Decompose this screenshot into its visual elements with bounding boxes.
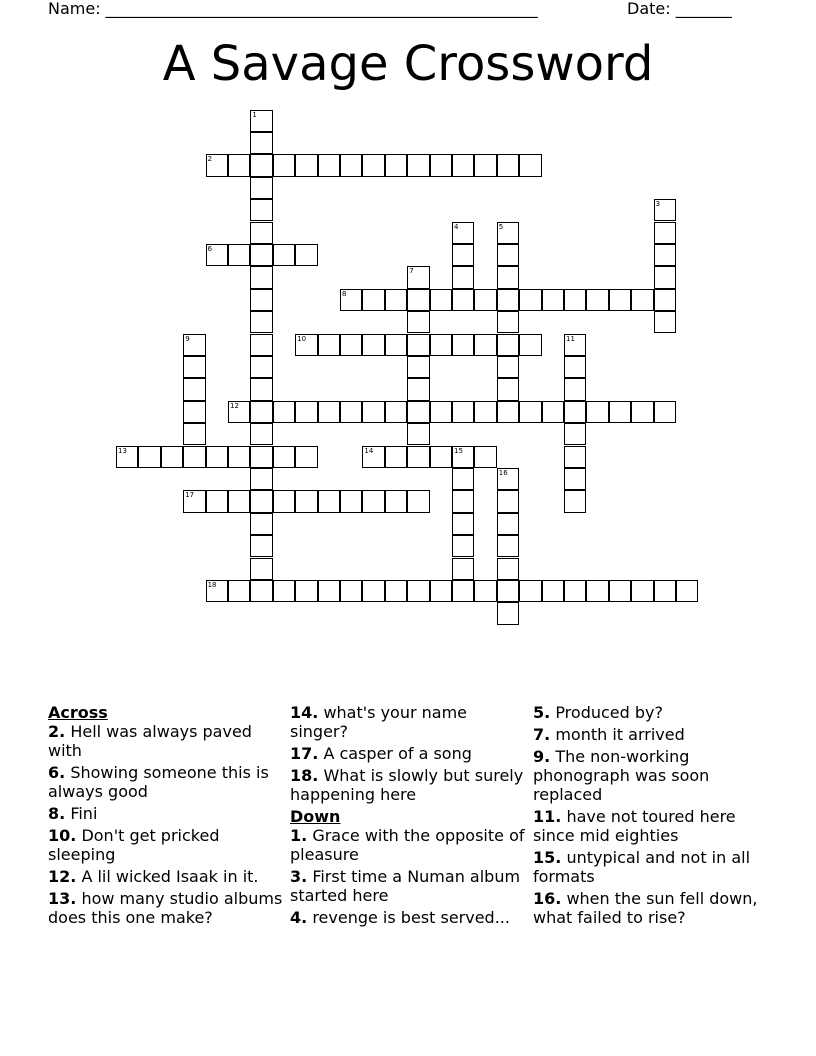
grid-cell[interactable]: [273, 490, 295, 512]
page-title: A Savage Crossword: [162, 36, 654, 92]
grid-cell[interactable]: [497, 401, 519, 423]
grid-cell[interactable]: [564, 334, 586, 356]
grid-cell[interactable]: [631, 289, 653, 311]
clue-across-12: 12. A lil wicked Isaak in it.: [48, 867, 259, 886]
clue-number: 17: [185, 491, 195, 500]
grid-cell[interactable]: [250, 468, 272, 490]
grid-cell[interactable]: [385, 334, 407, 356]
clue-number: 6: [207, 244, 213, 253]
grid-cell[interactable]: [452, 222, 474, 244]
grid-cell[interactable]: [183, 356, 205, 378]
grid-cell[interactable]: [452, 558, 474, 580]
grid-cell[interactable]: [654, 580, 676, 602]
grid-cell[interactable]: [474, 446, 496, 468]
grid-cell[interactable]: [497, 378, 519, 400]
clue-number: 13: [118, 446, 127, 455]
grid-cell[interactable]: [206, 244, 228, 266]
grid-cell[interactable]: [609, 401, 631, 423]
grid-cell[interactable]: [452, 244, 474, 266]
down-heading: Down: [290, 807, 341, 826]
clue-number: 8: [342, 289, 347, 298]
grid-cell[interactable]: [273, 154, 295, 176]
grid-cell[interactable]: [228, 580, 250, 602]
grid-cell[interactable]: [407, 154, 429, 176]
grid-cell[interactable]: [564, 490, 586, 512]
grid-cell[interactable]: [250, 199, 272, 221]
grid-cell[interactable]: [497, 311, 519, 333]
grid-cell[interactable]: [452, 289, 474, 311]
grid-cell[interactable]: [318, 334, 340, 356]
grid-cell[interactable]: [654, 244, 676, 266]
clue-number: 1: [252, 110, 257, 119]
grid-cell[interactable]: [250, 490, 272, 512]
across-heading: Across: [48, 703, 108, 722]
grid-cell[interactable]: [250, 378, 272, 400]
clue-down-9: 9. The non-working phonograph was soon replaced: [533, 747, 710, 804]
grid-cell[interactable]: [250, 356, 272, 378]
grid-cell[interactable]: [138, 446, 160, 468]
grid-cell[interactable]: [519, 154, 541, 176]
grid-cell[interactable]: [385, 580, 407, 602]
clue-number: 18: [207, 580, 217, 589]
grid-cell[interactable]: [183, 401, 205, 423]
grid-cell[interactable]: [564, 401, 586, 423]
grid-cell[interactable]: [385, 490, 407, 512]
grid-cell[interactable]: [273, 580, 295, 602]
grid-cell[interactable]: [273, 446, 295, 468]
grid-cell[interactable]: [564, 289, 586, 311]
clue-column-3: [533, 703, 773, 930]
grid-cell[interactable]: [340, 154, 362, 176]
clue-number: 5: [498, 222, 504, 231]
grid-cell[interactable]: [295, 244, 317, 266]
grid-cell[interactable]: [250, 289, 272, 311]
grid-cell[interactable]: [250, 401, 272, 423]
clue-number: 11: [566, 334, 575, 343]
grid-cell[interactable]: [497, 602, 519, 624]
grid-cell[interactable]: [497, 580, 519, 602]
grid-cell[interactable]: [497, 513, 519, 535]
grid-cell[interactable]: [676, 580, 698, 602]
grid-cell[interactable]: [273, 244, 295, 266]
grid-cell[interactable]: [183, 490, 205, 512]
clue-number: 3: [655, 200, 661, 209]
grid-cell[interactable]: [295, 334, 317, 356]
grid-cell[interactable]: [407, 289, 429, 311]
clue-across-6: 6. Showing someone this is always good: [48, 763, 269, 801]
grid-cell[interactable]: [250, 132, 272, 154]
grid-cell[interactable]: [183, 446, 205, 468]
grid-cell[interactable]: [654, 401, 676, 423]
grid-cell[interactable]: [452, 580, 474, 602]
grid-cell[interactable]: [497, 356, 519, 378]
grid-cell[interactable]: [452, 513, 474, 535]
grid-cell[interactable]: [631, 580, 653, 602]
grid-cell[interactable]: [362, 334, 384, 356]
clue-down-7: 7. month it arrived: [533, 725, 685, 744]
grid-cell[interactable]: [452, 266, 474, 288]
grid-cell[interactable]: [183, 423, 205, 445]
grid-cell[interactable]: [183, 334, 205, 356]
grid-cell[interactable]: [250, 222, 272, 244]
grid-cell[interactable]: [452, 154, 474, 176]
grid-cell[interactable]: [407, 580, 429, 602]
grid-cell[interactable]: [183, 378, 205, 400]
clue-number: 12: [230, 401, 239, 410]
grid-cell[interactable]: [228, 446, 250, 468]
grid-cell[interactable]: [430, 446, 452, 468]
grid-cell[interactable]: [654, 311, 676, 333]
grid-cell[interactable]: [519, 289, 541, 311]
grid-cell[interactable]: [318, 154, 340, 176]
clue-number: 7: [409, 267, 414, 276]
grid-cell[interactable]: [452, 401, 474, 423]
grid-cell[interactable]: [250, 311, 272, 333]
grid-cell[interactable]: [340, 334, 362, 356]
grid-cell[interactable]: [407, 266, 429, 288]
grid-cell[interactable]: [519, 334, 541, 356]
grid-cell[interactable]: [497, 468, 519, 490]
grid-cell[interactable]: [250, 446, 272, 468]
clue-down-5: 5. Produced by?: [533, 703, 663, 722]
date-field: Date: _______: [627, 0, 732, 18]
grid-cell[interactable]: [206, 490, 228, 512]
clue-across-14: 14. what's your name singer?: [290, 703, 467, 741]
grid-cell[interactable]: [250, 266, 272, 288]
grid-cell[interactable]: [497, 222, 519, 244]
grid-cell[interactable]: [519, 580, 541, 602]
grid-cell[interactable]: [654, 199, 676, 221]
clue-across-13: 13. how many studio albums does this one make?: [48, 889, 283, 927]
grid-cell[interactable]: [474, 580, 496, 602]
clue-number: 4: [454, 222, 459, 231]
grid-cell[interactable]: [295, 401, 317, 423]
grid-cell[interactable]: [362, 154, 384, 176]
clue-number: 9: [185, 334, 190, 343]
grid-cell[interactable]: [250, 535, 272, 557]
grid-cell[interactable]: [564, 446, 586, 468]
grid-cell[interactable]: [385, 289, 407, 311]
grid-cell[interactable]: [497, 490, 519, 512]
grid-cell[interactable]: [362, 490, 384, 512]
grid-cell[interactable]: [452, 535, 474, 557]
grid-cell[interactable]: [654, 266, 676, 288]
grid-cell[interactable]: [228, 490, 250, 512]
clue-down-4: 4. revenge is best served...: [290, 908, 510, 927]
grid-cell[interactable]: [407, 490, 429, 512]
clue-across-10: 10. Don't get pricked sleeping: [48, 826, 220, 864]
grid-cell[interactable]: [206, 446, 228, 468]
clue-down-15: 15. untypical and not in all formats: [533, 848, 751, 886]
grid-cell[interactable]: [228, 401, 250, 423]
grid-cell[interactable]: [116, 446, 138, 468]
grid-cell[interactable]: [474, 154, 496, 176]
grid-cell[interactable]: [407, 423, 429, 445]
grid-cell[interactable]: [564, 378, 586, 400]
grid-cell[interactable]: [340, 580, 362, 602]
grid-cell[interactable]: [430, 334, 452, 356]
grid-cell[interactable]: [586, 401, 608, 423]
grid-cell[interactable]: [250, 558, 272, 580]
grid-cell[interactable]: [497, 244, 519, 266]
grid-cell[interactable]: [362, 580, 384, 602]
grid-cell[interactable]: [654, 222, 676, 244]
grid-cell[interactable]: [250, 154, 272, 176]
grid-cell[interactable]: [564, 468, 586, 490]
grid-cell[interactable]: [228, 244, 250, 266]
clue-across-8: 8. Fini: [48, 804, 98, 823]
grid-cell[interactable]: [407, 356, 429, 378]
grid-cell[interactable]: [586, 289, 608, 311]
grid-cell[interactable]: [452, 468, 474, 490]
clue-down-11: 11. have not toured here since mid eighties: [533, 807, 736, 845]
grid-cell[interactable]: [385, 401, 407, 423]
grid-cell[interactable]: [474, 289, 496, 311]
clue-number: 14: [364, 446, 374, 455]
grid-cell[interactable]: [407, 378, 429, 400]
grid-cell[interactable]: [340, 401, 362, 423]
grid-cell[interactable]: [228, 154, 250, 176]
grid-cell[interactable]: [318, 580, 340, 602]
clue-number: 16: [498, 468, 508, 477]
grid-cell[interactable]: [497, 334, 519, 356]
grid-cell[interactable]: [318, 490, 340, 512]
grid-cell[interactable]: [385, 154, 407, 176]
clue-down-3: 3. First time a Numan album started here: [290, 867, 521, 905]
grid-cell[interactable]: [474, 401, 496, 423]
grid-cell[interactable]: [340, 490, 362, 512]
grid-cell[interactable]: [430, 289, 452, 311]
grid-cell[interactable]: [519, 401, 541, 423]
grid-cell[interactable]: [430, 580, 452, 602]
grid-cell[interactable]: [452, 490, 474, 512]
grid-cell[interactable]: [407, 446, 429, 468]
grid-cell[interactable]: [250, 423, 272, 445]
grid-cell[interactable]: [206, 580, 228, 602]
clue-number: 2: [207, 155, 213, 164]
grid-cell[interactable]: [250, 513, 272, 535]
grid-cell[interactable]: [362, 401, 384, 423]
clue-across-17: 17. A casper of a song: [290, 744, 472, 763]
grid-cell[interactable]: [407, 401, 429, 423]
grid-cell[interactable]: [362, 446, 384, 468]
grid-cell[interactable]: [609, 289, 631, 311]
grid-cell[interactable]: [609, 580, 631, 602]
grid-cell[interactable]: [250, 177, 272, 199]
grid-cell[interactable]: [542, 580, 564, 602]
grid-cell[interactable]: [250, 580, 272, 602]
grid-cell[interactable]: [474, 334, 496, 356]
grid-cell[interactable]: [452, 334, 474, 356]
grid-cell[interactable]: [564, 423, 586, 445]
grid-cell[interactable]: [542, 401, 564, 423]
grid-cell[interactable]: [564, 580, 586, 602]
clue-number: 15: [454, 446, 463, 455]
grid-cell[interactable]: [430, 154, 452, 176]
clue-across-2: 2. Hell was always paved with: [48, 722, 252, 760]
grid-cell[interactable]: [631, 401, 653, 423]
grid-cell[interactable]: [273, 401, 295, 423]
grid-cell[interactable]: [362, 289, 384, 311]
grid-cell[interactable]: [497, 558, 519, 580]
grid-cell[interactable]: [564, 356, 586, 378]
grid-cell[interactable]: [250, 244, 272, 266]
clue-number: 10: [297, 334, 307, 343]
grid-cell[interactable]: [452, 446, 474, 468]
clue-down-16: 16. when the sun fell down, what failed to rise?: [533, 889, 758, 927]
grid-cell[interactable]: [497, 266, 519, 288]
name-field: Name: ______________________________________________________: [48, 0, 538, 18]
grid-cell[interactable]: [295, 154, 317, 176]
clue-down-1: 1. Grace with the opposite of pleasure: [290, 826, 525, 864]
grid-cell[interactable]: [206, 154, 228, 176]
grid-cell[interactable]: [385, 446, 407, 468]
grid-cell[interactable]: [161, 446, 183, 468]
grid-cell[interactable]: [430, 401, 452, 423]
grid-cell[interactable]: [295, 490, 317, 512]
grid-cell[interactable]: [250, 110, 272, 132]
grid-cell[interactable]: [407, 334, 429, 356]
grid-cell[interactable]: [250, 334, 272, 356]
grid-cell[interactable]: [407, 311, 429, 333]
grid-cell[interactable]: [542, 289, 564, 311]
grid-cell[interactable]: [497, 154, 519, 176]
grid-cell[interactable]: [497, 289, 519, 311]
grid-cell[interactable]: [295, 580, 317, 602]
clue-column-1: [48, 703, 288, 930]
grid-cell[interactable]: [340, 289, 362, 311]
grid-cell[interactable]: [497, 535, 519, 557]
clue-across-18: 18. What is slowly but surely happening here: [290, 766, 524, 804]
clue-column-2: [290, 703, 530, 930]
grid-cell[interactable]: [295, 446, 317, 468]
grid-cell[interactable]: [654, 289, 676, 311]
grid-cell[interactable]: [318, 401, 340, 423]
grid-cell[interactable]: [586, 580, 608, 602]
